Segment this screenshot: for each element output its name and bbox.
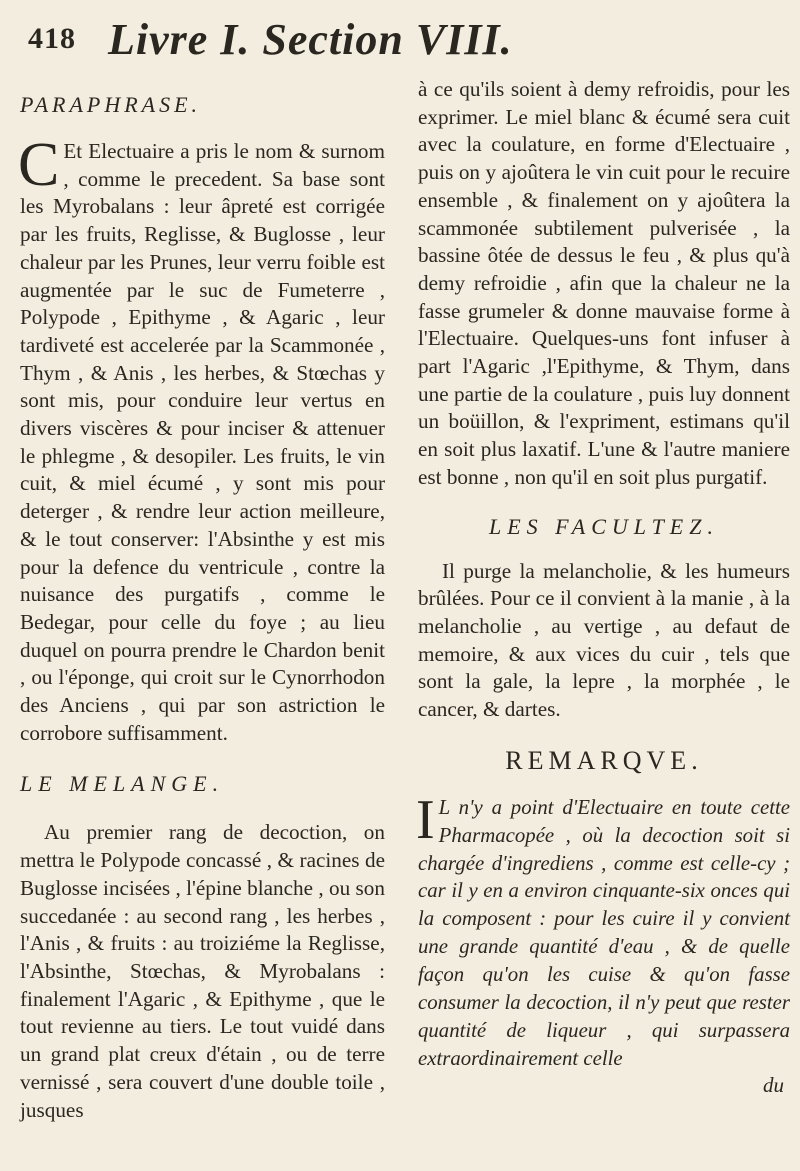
dropcap-letter: C [18,131,60,199]
remarque-text: L n'y a point d'Electuaire en toute cette Pharmacopée , où la decoction soit si chargée d'ingrediens , comme est celle-cy ; car il y en a environ cinquante-six onces qui la composent : pour les cuire il y convient une grande quantité d'eau , & de quelle façon qu'on les cuise & qu'on fasse consumer la decoction, il n'y peut que rester quantité de liqueur , qui surpassera extraordinairement celle [418,795,790,1070]
melange-heading: LE MELANGE. [20,771,225,797]
continuation-text: à ce qu'ils soient à demy refroidis, pour les exprimer. Le miel blanc & écumé sera cuit avec la coulature, en forme d'Electuaire , puis on y ajoûtera le vin cuit pour le recuire ensemble , & finalement on y ajoûtera la scammonée subtilement pulverisée , la bassine ôtée de dessus le feu , & plus qu'à demy refroidie , afin que la chaleur ne la fasse grumeler & donne mauvaise forme à l'Electuaire. Quelques-uns font infuser à part l'Agaric ,l'Epithyme, & Thym, dans une partie de la coulature , puis luy donnent un boüillon, & l'expriment, estimans qu'il en soit plus laxatif. L'une & l'autre maniere est bonne , non qu'il en soit plus purgatif. [418,77,790,489]
right-column [418,76,790,1098]
catchword: du [763,1072,784,1097]
running-title: Livre I. Section VIII. [108,15,513,64]
remarque-paragraph [416,788,790,1073]
facultez-text: Il purge la melancholie, & les humeurs brûlées. Pour ce il convient à la manie , à la melancholie , au vertige , au defaut de memoire, & aux vices du cuir , tels que sont la gale, la lepre , la morphée , le cancer, & dartes. [418,558,790,722]
paraphrase-heading: PARAPHRASE. [20,92,202,117]
melange-text: Au premier rang de decoction, on mettra le Polypode concassé , & racines de Buglosse incisées , l'épine blanche , ou son succedanée : au second rang , les herbes , l'Anis , & fruits : au troiziéme la Reglisse, l'Absinthe, Stœchas, & Myrobalans : finalement l'Agaric , & Epithyme , que le tout revienne au tiers. Le tout vuidé dans un grand plat creux d'étain , ou de terre vernissé , sera couvert d'une double toile , jusques [20,820,385,1122]
left-column [20,66,385,1124]
paraphrase-text: Et Electuaire a pris le nom & surnom , comme le precedent. Sa base sont les Myrobalans : leur âpreté est corrigée par les fruits, Reglisse, & Buglosse , leur chaleur par les Prunes, leur verru foible est augmentée par le suc de Fumeterre , Polypode , Epithyme , & Agaric , leur tardiveté est accelerée par la Scammonée , Thym , & Anis , les herbes, & Stœchas y sont mis, pour conduire leur vertus en divers viscères & pour inciser & attenuer le phlegme , & desopiler. Les fruits, le vin cuit, & miel écumé , y sont mis pour deterger , & rendre leur action meilleure, & le tout conserver: l'Absinthe y est mis pour la defence du ventricule , contre la nuisance des purgatifs , comme le Bedegar, pour celle du foye ; au lieu duquel on pourra prendre le Chardon benit , ou l'éponge, qui croit sur le Cynorrhodon des Anciens , qui par son astriction le corrobore suffisamment. [20,139,385,745]
paraphrase-paragraph [18,131,385,747]
page-number: 418 [28,22,76,55]
remarque-dropcap: I [416,788,435,851]
running-head [28,14,788,74]
facultez-heading: LES FACULTEZ. [489,513,719,539]
remarque-heading: REMARQVE. [505,745,703,775]
